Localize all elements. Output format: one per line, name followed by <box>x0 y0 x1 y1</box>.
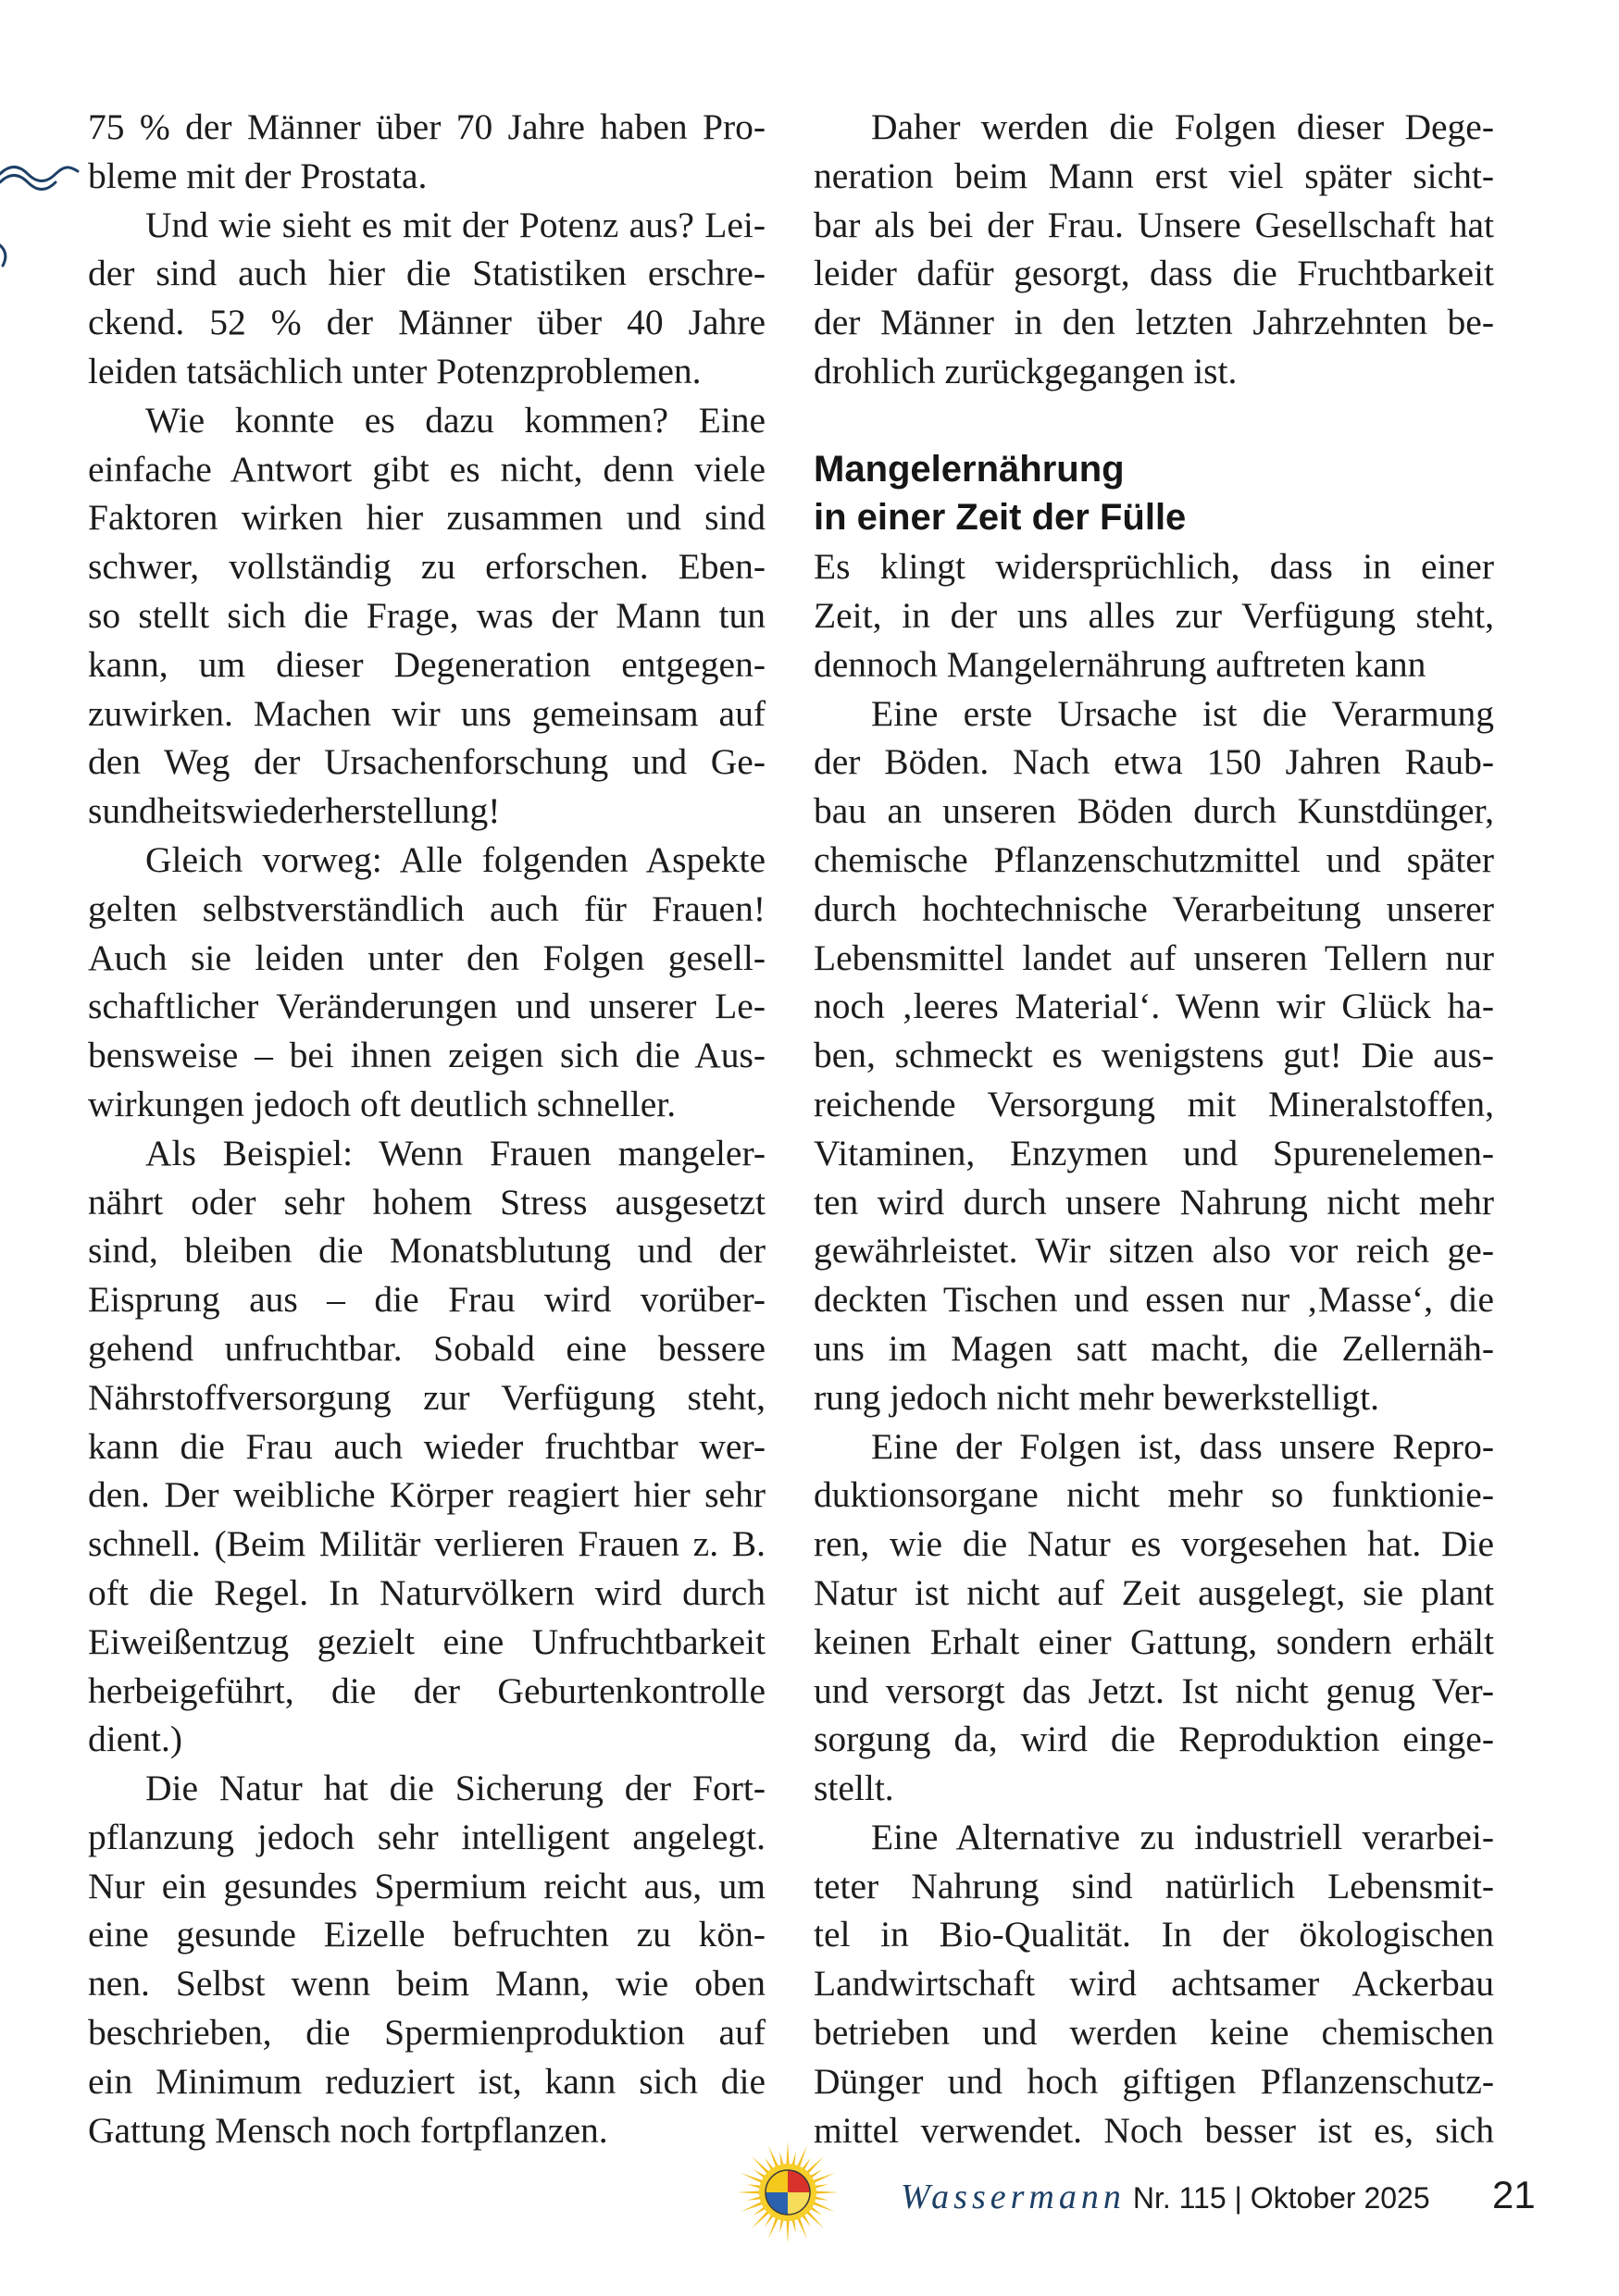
text-line: Auch sie leiden unter den Folgen gesell- <box>88 937 766 978</box>
text-line: leider dafür gesorgt, dass die Fruchtbarkeit <box>814 253 1494 294</box>
text-line: der sind auch hier die Statistiken erschre- <box>88 253 766 294</box>
wave-ornament-icon <box>0 163 80 196</box>
section-heading-line: in einer Zeit der Fülle <box>814 497 1187 539</box>
text-line: dennoch Mangelernährung auftreten kann <box>814 643 1426 685</box>
paragraph <box>88 1129 766 1764</box>
text-line: Und wie sieht es mit der Potenz aus? Lei- <box>145 204 766 245</box>
curl-ornament-icon <box>0 242 13 268</box>
paragraph <box>88 836 766 1129</box>
text-line: schnell. (Beim Militär verlieren Frauen z. B. <box>88 1523 766 1565</box>
text-line: gelten selbstverständlich auch für Frauen! <box>88 887 766 929</box>
text-line: Nährstoffversorgung zur Verfügung steht, <box>88 1376 766 1418</box>
text-line: zuwirken. Machen wir uns gemeinsam auf <box>88 692 766 734</box>
text-line: Dünger und hoch giftigen Pflanzenschutz- <box>814 2060 1494 2102</box>
text-line: Wie konnte es dazu kommen? Eine <box>145 399 766 441</box>
paragraph <box>814 1813 1494 2155</box>
text-line: noch ‚leeres Material‘. Wenn wir Glück ha- <box>814 986 1494 1027</box>
text-line: Eine der Folgen ist, dass unsere Repro- <box>871 1425 1494 1467</box>
text-line: 75 % der Männer über 70 Jahre haben Pro- <box>88 106 766 147</box>
sun-ray <box>786 2141 789 2166</box>
text-line: Eiweißentzug gezielt eine Unfruchtbarkeit <box>88 1620 766 1662</box>
text-line: Zeit, in der uns alles zur Verfügung steht, <box>814 594 1494 636</box>
text-line: der Böden. Nach etwa 150 Jahren Raub- <box>814 741 1494 783</box>
text-line: Die Natur hat die Sicherung der Fort- <box>145 1768 766 1809</box>
text-line: herbeigeführt, die der Geburtenkontrolle <box>88 1669 766 1711</box>
text-line: teter Nahrung sind natürlich Lebensmit- <box>814 1865 1494 1906</box>
text-line: Daher werden die Folgen dieser Dege- <box>871 106 1494 147</box>
text-line: schwer, vollständig zu erforschen. Eben- <box>88 546 766 588</box>
paragraph <box>88 1764 766 2154</box>
text-line: wirkungen jedoch oft deutlich schneller. <box>88 1083 677 1124</box>
text-line: der Männer in den letzten Jahrzehnten be- <box>814 302 1494 343</box>
sun-logo-icon <box>736 2141 840 2244</box>
text-line: tel in Bio-Qualität. In der ökologischen <box>814 1914 1494 1955</box>
text-line: Nur ein gesundes Spermium reicht aus, um <box>88 1865 766 1906</box>
text-line: kann die Frau auch wieder fruchtbar wer- <box>88 1425 766 1467</box>
text-line: Natur ist nicht auf Zeit ausgelegt, sie plant <box>814 1571 1494 1613</box>
text-line: ren, wie die Natur es vorgesehen hat. Die <box>814 1523 1494 1565</box>
paragraph <box>88 103 766 201</box>
text-line: ckend. 52 % der Männer über 40 Jahre <box>88 302 766 343</box>
text-line: sorgung da, wird die Reproduktion einge- <box>814 1719 1494 1760</box>
text-line: stellt. <box>814 1768 894 1809</box>
text-line: durch hochtechnische Verarbeitung unserer <box>814 887 1494 929</box>
paragraph <box>814 1422 1494 1813</box>
text-line: rung jedoch nicht mehr bewerkstelligt. <box>814 1376 1379 1418</box>
text-line: ben, schmeckt es wenigstens gut! Die aus- <box>814 1035 1494 1076</box>
text-line: gewährleistet. Wir sitzen also vor reich ge- <box>814 1230 1494 1272</box>
paragraph <box>88 201 766 396</box>
text-line: beschrieben, die Spermienproduktion auf <box>88 2012 766 2054</box>
text-line: Landwirtschaft wird achtsamer Ackerbau <box>814 1963 1494 2004</box>
text-line: so stellt sich die Frage, was der Mann tun <box>88 594 766 636</box>
text-line: deckten Tischen und essen nur ‚Masse‘, die <box>814 1279 1494 1321</box>
text-line: chemische Pflanzenschutzmittel und später <box>814 838 1494 880</box>
text-line: drohlich zurückgegangen ist. <box>814 350 1238 391</box>
text-line: duktionsorgane nicht mehr so funktionie- <box>814 1474 1494 1516</box>
section-heading <box>814 445 1494 543</box>
text-line: bleme mit der Prostata. <box>88 155 428 196</box>
text-line: Als Beispiel: Wenn Frauen mangeler- <box>145 1132 766 1173</box>
text-line: bensweise – bei ihnen zeigen sich die Aus- <box>88 1035 766 1076</box>
text-line: leiden tatsächlich unter Potenzproblemen. <box>88 350 702 391</box>
sun-ray <box>737 2191 762 2193</box>
text-line: Faktoren wirken hier zusammen und sind <box>88 497 766 539</box>
text-line: bau an unseren Böden durch Kunstdünger, <box>814 790 1494 832</box>
text-line: bar als bei der Frau. Unsere Gesellschaft hat <box>814 204 1494 245</box>
text-line: nährt oder sehr hohem Stress ausgesetzt <box>88 1181 766 1222</box>
text-line: und versorgt das Jetzt. Ist nicht genug Ver- <box>814 1669 1494 1711</box>
text-line: den. Der weibliche Körper reagiert hier sehr <box>88 1474 766 1516</box>
page-number: 21 <box>1492 2173 1536 2216</box>
magazine-name: Wassermann <box>901 2178 1126 2216</box>
text-line: ten wird durch unsere Nahrung nicht mehr <box>814 1181 1494 1222</box>
text-line: Gleich vorweg: Alle folgenden Aspekte <box>145 838 766 880</box>
paragraph <box>88 396 766 836</box>
sun-ray <box>814 2191 839 2193</box>
paragraph <box>814 103 1494 396</box>
text-line: eine gesunde Eizelle befruchten zu kön- <box>88 1914 766 1955</box>
text-line: uns im Magen satt macht, die Zellernäh- <box>814 1327 1494 1369</box>
text-line: Gattung Mensch noch fortpflanzen. <box>88 2109 608 2151</box>
right-column <box>814 103 1494 2154</box>
footer-issue-line <box>901 2173 1430 2221</box>
text-line: ein Minimum reduziert ist, kann sich die <box>88 2060 766 2102</box>
left-column <box>88 103 766 2154</box>
text-line: Vitaminen, Enzymen und Spurenelemen- <box>814 1132 1494 1173</box>
text-line: sundheitswiederherstellung! <box>88 790 501 832</box>
text-line: Es klingt widersprüchlich, dass in einer <box>814 546 1494 588</box>
text-line: mittel verwendet. Noch besser ist es, sich <box>814 2109 1494 2151</box>
text-line: reichende Versorgung mit Mineralstoffen, <box>814 1083 1494 1124</box>
text-line: sind, bleiben die Monatsblutung und der <box>88 1230 766 1272</box>
text-line: dient.) <box>88 1719 183 1760</box>
text-line: nen. Selbst wenn beim Mann, wie oben <box>88 1963 766 2004</box>
text-line: Lebensmittel landet auf unseren Tellern nur <box>814 937 1494 978</box>
text-line: pflanzung jedoch sehr intelligent angelegt. <box>88 1816 766 1857</box>
text-line: kann, um dieser Degeneration entgegen- <box>88 643 766 685</box>
text-line: Eine erste Ursache ist die Verarmung <box>871 692 1494 734</box>
text-line: Eisprung aus – die Frau wird vorüber- <box>88 1279 766 1321</box>
section-heading-line: Mangelernährung <box>814 448 1125 490</box>
text-line: keinen Erhalt einer Gattung, sondern erhält <box>814 1620 1494 1662</box>
text-line: einfache Antwort gibt es nicht, denn viele <box>88 448 766 490</box>
text-line: betrieben und werden keine chemischen <box>814 2012 1494 2054</box>
paragraph <box>814 542 1494 689</box>
text-line: schaftlicher Veränderungen und unserer Le- <box>88 986 766 1027</box>
text-line: Eine Alternative zu industriell verarbei- <box>871 1816 1494 1857</box>
text-line: oft die Regel. In Naturvölkern wird durch <box>88 1571 766 1613</box>
paragraph <box>814 689 1494 1422</box>
issue-info: Nr. 115 | Oktober 2025 <box>1132 2181 1430 2215</box>
text-line: neration beim Mann erst viel später sicht- <box>814 155 1494 196</box>
text-line: den Weg der Ursachenforschung und Ge- <box>88 741 766 783</box>
text-line: gehend unfruchtbar. Sobald eine bessere <box>88 1327 766 1369</box>
sun-ray <box>786 2218 789 2243</box>
